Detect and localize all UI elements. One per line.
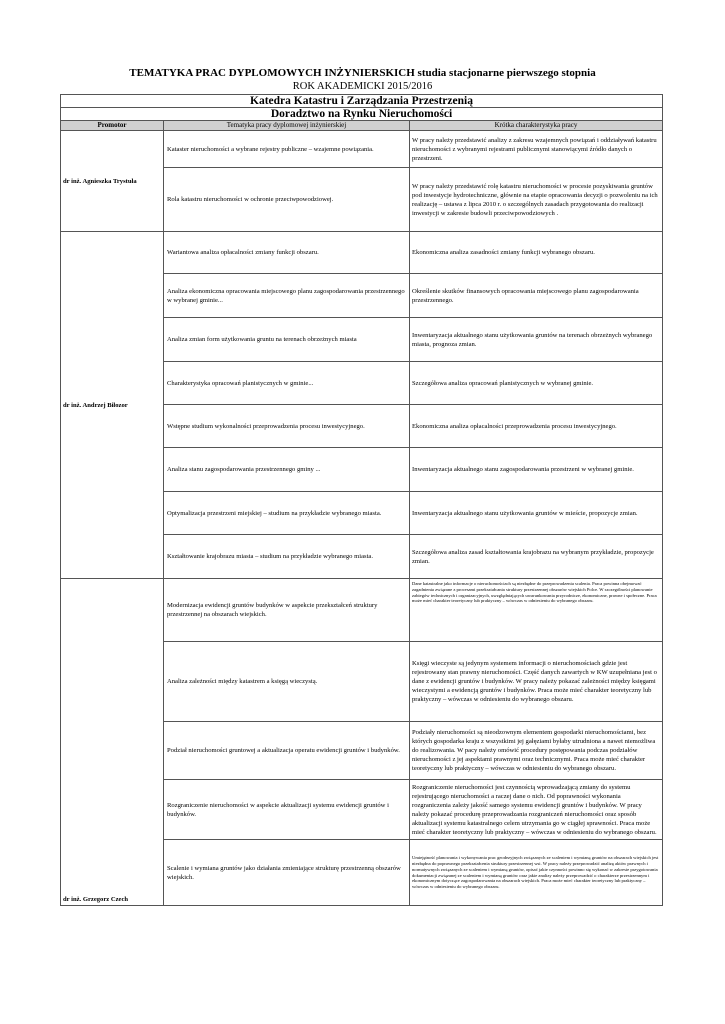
description-cell: Rozgraniczenie nieruchomości jest czynnością wprowadzającą zmiany do systemu rejestrującego nieruchomości a raczej dane o nich. Od poprawności wykonania rozgraniczenia zależy jakość samego systemu ewidencji gruntów i budynków. W pracy należy pokazać procedurę przeprowadzania rozgraniczeń nieruchomości oraz sposób aktualizacji systemu katastralnego celem utrzymania go w ciągłej sprawności. Praca może mieć charakter teoretyczny lub praktyczny – wówczas w odniesieniu do wybranego obszaru. xyxy=(410,780,663,840)
description-cell: Określenie skutków finansowych opracowania miejscowego planu zagospodarowania przestrzennego. xyxy=(410,274,663,318)
topic-cell: Kataster nieruchomości a wybrane rejestry publiczne – wzajemne powiązania. xyxy=(164,131,410,168)
table-header-row xyxy=(61,121,663,131)
topic-cell: Wstępne studium wykonalności przeprowadzenia procesu inwestycyjnego. xyxy=(164,405,410,448)
topic-cell: Scalenie i wymiana gruntów jako działania zmieniające strukturę przestrzenną obszarów wiejskich. xyxy=(164,840,410,906)
table-row xyxy=(61,579,663,642)
promotor-name: dr inż. Andrzej Biłozor xyxy=(61,232,164,579)
topic-cell: Analiza ekonomiczna opracowania miejscowego planu zagospodarowania przestrzennego w wybranej gminie... xyxy=(164,274,410,318)
description-cell: Podziały nieruchomości są nieodzownym elementem gospodarki nieruchomościami, bez których gospodarka kraju z wszystkimi jej gałęziami byłaby utrudniona a nawet niemożliwa do realizowania. W pacy należy omówić procedury postępowania podczas podziałów nieruchomości z jej aspektami prawnymi oraz technicznymi. Praca może mieć charakter teoretyczny lub praktyczny – wówczas w odniesieniu do wybranego obszaru. xyxy=(410,722,663,780)
column-header-topic: Tematyka pracy dyplomowej inżynierskiej xyxy=(164,121,410,131)
topic-cell: Charakterystyka opracowań planistycznych w gminie... xyxy=(164,362,410,405)
description-cell: Inwentaryzacja aktualnego stanu zagospodarowania przestrzeni w wybranej gminie. xyxy=(410,448,663,492)
topic-cell: Rozgraniczenie nieruchomości w aspekcie aktualizacji systemu ewidencji gruntów i budynków. xyxy=(164,780,410,840)
topic-cell: Optymalizacja przestrzeni miejskiej – studium na przykładzie wybranego miasta. xyxy=(164,492,410,535)
topic-cell: Modernizacja ewidencji gruntów budynków w aspekcie przekształceń struktury przestrzennej na obszarach wiejskich. xyxy=(164,579,410,642)
topic-cell: Kształtowanie krajobrazu miasta – studium na przykładzie wybranego miasta. xyxy=(164,535,410,579)
department-name: Katedra Katastru i Zarządzania Przestrzenią xyxy=(61,95,663,108)
description-cell: Umiejętność planowania i wykonywania prac geodezyjnych związanych ze scaleniem i wymianą gruntów na obszarach wiejskich jest niezbędna do poprawnego przekształcenia struktury przestrzennej wsi. W pracy należy przeprowadzić analizę aktów prawnych i normatywnych związanych ze scaleniem i wymianą gruntów, opisać jakie czynności powinno się wykonać w zakresie przygotowania dokumentacji związanej ze scaleniem i wymianą gruntów oraz jakie analizy należy przeprowadzić o charakterze przestrzennym i ekonomicznym dotyczące zagospodarowania na obszarach wiejskich. Praca może mieć charakter teoretyczny lub praktyczny – wówczas w odniesieniu do wybranego obszaru. xyxy=(410,840,663,906)
description-cell: Inwentaryzacja aktualnego stanu użytkowania gruntów w mieście, propozycje zmian. xyxy=(410,492,663,535)
description-cell: Ekonomiczna analiza opłacalności przeprowadzenia procesu inwestycyjnego. xyxy=(410,405,663,448)
description-cell: W pracy należy przedstawić analizy z zakresu wzajemnych powiązań i oddziaływań katastru nieruchomości z wybranymi rejestrami publicznymi stanowiącymi źródło danych o przestrzeni. xyxy=(410,131,663,168)
table-row xyxy=(61,232,663,274)
description-cell: W pracy należy przedstawić rolę katastru nieruchomości w procesie pozyskiwania gruntów pod inwestycje hydrotechniczne, głównie na etapie opracowania decyzji o pozwoleniu na ich realizację – ustawa z lipca 2010 r. o szczególnych zasadach przygotowania do realizacji inwestycji w zakresie budowli przeciwpowodziowych . xyxy=(410,168,663,232)
topic-cell: Analiza zależności między katastrem a księgą wieczystą. xyxy=(164,642,410,722)
description-cell: Szczegółowa analiza zasad kształtowania krajobrazu na wybranym przykładzie, propozycje zmian. xyxy=(410,535,663,579)
promotor-name: dr inż. Grzegorz Czech xyxy=(61,579,164,906)
topic-cell: Analiza zmian form użytkowania gruntu na terenach obrzeżnych miasta xyxy=(164,318,410,362)
table-row xyxy=(61,131,663,168)
description-cell: Szczegółowa analiza opracowań planistycznych w wybranej gminie. xyxy=(410,362,663,405)
column-header-promotor: Promotor xyxy=(61,121,164,131)
topic-cell: Rola katastru nieruchomości w ochronie przeciwpowodziowej. xyxy=(164,168,410,232)
topic-cell: Analiza stanu zagospodarowania przestrzennego gminy ... xyxy=(164,448,410,492)
column-header-description: Krótka charakterystyka pracy xyxy=(410,121,663,131)
topic-cell: Podział nieruchomości gruntowej a aktualizacja operatu ewidencji gruntów i budynków. xyxy=(164,722,410,780)
academic-year: ROK AKADEMICKI 2015/2016 xyxy=(292,81,433,92)
promotor-name: dr inż. Agnieszka Trystuła xyxy=(61,131,164,232)
thesis-topics-table xyxy=(60,94,663,906)
description-cell: Księgi wieczyste są jedynym systemem informacji o nieruchomościach gdzie jest rejestrowany stan prawny nieruchomości. Część danych zawartych w KW uzupełniana jest o dane z ewidencji gruntów i budynków. W pracy należy pokazać zależności między księgami wieczystymi a ewidencją gruntów i budynków. Praca może mieć charakter teoretyczny lub praktyczny – wówczas w odniesieniu do wybranego obszaru. xyxy=(410,642,663,722)
description-cell: Ekonomiczna analiza zasadności zmiany funkcji wybranego obszaru. xyxy=(410,232,663,274)
document-title: TEMATYKA PRAC DYPLOMOWYCH INŻYNIERSKICH studia stacjonarne pierwszego stopnia xyxy=(129,67,596,79)
description-cell: Dane katastralne jako informacje o nieruchomościach są niezbędne do przeprowadzenia scalenia. Praca powinna obejmować zagadnienia związane z procesami przekształcania struktury przestrzennej obszarów wiejskich Polce. W szczególności planowanie zabiegów technicznych i organizacyjnych, uwzględniających uwarunkowania przyrodnicze, ekonomiczne, prawne i społeczne. Praca może mieć charakter teoretyczny lub praktyczny – wówczas w odniesieniu do wybranego obszaru. xyxy=(410,579,663,642)
specialization-name: Doradztwo na Rynku Nieruchomości xyxy=(61,108,663,121)
topic-cell: Wariantowa analiza opłacalności zmiany funkcji obszaru. xyxy=(164,232,410,274)
description-cell: Inwentaryzacja aktualnego stanu użytkowania gruntów na terenach obrzeżnych wybranego miasta, prognoza zmian. xyxy=(410,318,663,362)
